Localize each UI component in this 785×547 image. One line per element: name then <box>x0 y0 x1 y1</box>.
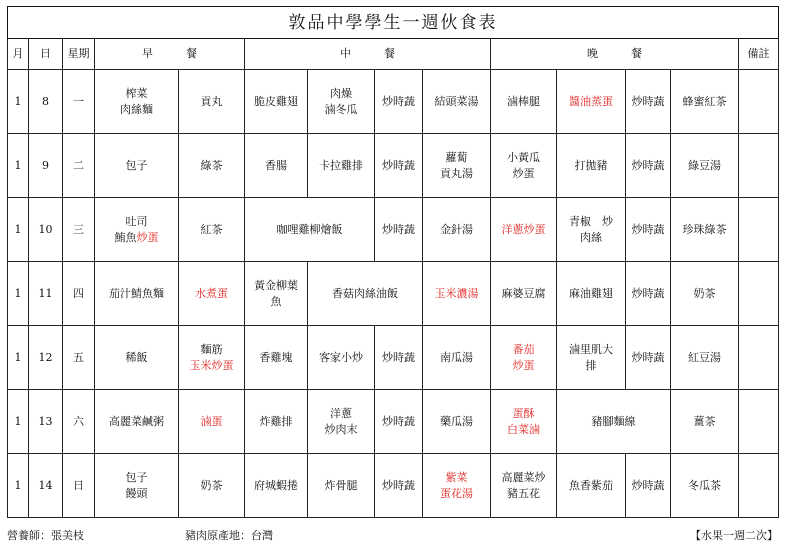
table-row <box>8 390 779 454</box>
dinner-vegetable: 炒時蔬 <box>626 134 671 198</box>
cell-month: 1 <box>8 198 29 262</box>
cell-day: 8 <box>29 70 63 134</box>
dinner-dish-1: 蛋酥 白菜滷 <box>491 390 557 454</box>
dinner-vegetable: 炒時蔬 <box>626 326 671 390</box>
fruit-note: 【水果一週二次】 <box>690 529 778 542</box>
dinner-vegetable: 炒時蔬 <box>626 262 671 326</box>
footer <box>7 528 778 544</box>
header-weekday: 星期 <box>63 39 95 70</box>
header-day: 日 <box>29 39 63 70</box>
cell-day: 9 <box>29 134 63 198</box>
cell-day: 12 <box>29 326 63 390</box>
breakfast-main: 榨菜 肉絲麵 <box>95 70 179 134</box>
lunch-vegetable: 炒時蔬 <box>375 134 423 198</box>
lunch-combo-dish: 香菇肉絲油飯 <box>308 262 423 326</box>
breakfast-side-line1: 麵筋 <box>200 342 223 356</box>
breakfast-main: 稀飯 <box>95 326 179 390</box>
header-row <box>8 39 779 70</box>
table-row <box>8 70 779 134</box>
table-row <box>8 454 779 518</box>
header-breakfast: 早 餐 <box>95 39 245 70</box>
table-row <box>8 262 779 326</box>
lunch-soup: 金針湯 <box>423 198 491 262</box>
dinner-drink: 珍珠綠茶 <box>671 198 739 262</box>
breakfast-side: 貢丸 <box>179 70 245 134</box>
lunch-vegetable: 炒時蔬 <box>375 390 423 454</box>
lunch-dish-2: 肉燥 滷冬瓜 <box>308 70 375 134</box>
breakfast-main-line1: 吐司 <box>125 214 148 228</box>
dinner-dish-1: 麻婆豆腐 <box>491 262 557 326</box>
breakfast-main: 包子 <box>95 134 179 198</box>
lunch-dish-2: 洋蔥 炒肉末 <box>308 390 375 454</box>
lunch-vegetable: 炒時蔬 <box>375 70 423 134</box>
cell-weekday: 日 <box>63 454 95 518</box>
cell-weekday: 五 <box>63 326 95 390</box>
dinner-drink: 紅豆湯 <box>671 326 739 390</box>
breakfast-main: 包子 饅頭 <box>95 454 179 518</box>
lunch-dish-1: 府城蝦捲 <box>245 454 308 518</box>
lunch-dish-1: 脆皮雞翅 <box>245 70 308 134</box>
cell-note <box>739 326 779 390</box>
dinner-vegetable: 炒時蔬 <box>626 70 671 134</box>
header-lunch: 中 餐 <box>245 39 491 70</box>
breakfast-side-line2: 玉米炒蛋 <box>189 358 234 372</box>
lunch-vegetable: 炒時蔬 <box>375 198 423 262</box>
lunch-dish-2: 炸骨腿 <box>308 454 375 518</box>
breakfast-main <box>95 198 179 262</box>
dinner-drink: 薑茶 <box>671 390 739 454</box>
page-title: 敦品中學學生一週伙食表 <box>8 7 779 39</box>
dinner-drink: 冬瓜茶 <box>671 454 739 518</box>
lunch-soup: 南瓜湯 <box>423 326 491 390</box>
cell-note <box>739 134 779 198</box>
table-row <box>8 326 779 390</box>
lunch-combo-dish: 咖哩雞柳燴飯 <box>245 198 375 262</box>
cell-day: 10 <box>29 198 63 262</box>
cell-month: 1 <box>8 454 29 518</box>
breakfast-side: 綠茶 <box>179 134 245 198</box>
breakfast-side: 水煮蛋 <box>179 262 245 326</box>
table-row <box>8 134 779 198</box>
dinner-drink: 奶茶 <box>671 262 739 326</box>
breakfast-main-line2a: 鮪魚 <box>114 230 137 244</box>
cell-note <box>739 70 779 134</box>
dinner-drink: 蜂蜜紅茶 <box>671 70 739 134</box>
cell-month: 1 <box>8 326 29 390</box>
cell-day: 11 <box>29 262 63 326</box>
cell-day: 14 <box>29 454 63 518</box>
lunch-soup: 藥瓜湯 <box>423 390 491 454</box>
dinner-dish-2: 打拋豬 <box>557 134 626 198</box>
lunch-soup: 蘿蔔 貢丸湯 <box>423 134 491 198</box>
cell-month: 1 <box>8 70 29 134</box>
breakfast-side: 奶茶 <box>179 454 245 518</box>
weekly-menu-table <box>7 6 779 518</box>
cell-month: 1 <box>8 134 29 198</box>
header-dinner: 晚 餐 <box>491 39 739 70</box>
menu-sheet <box>7 6 778 518</box>
lunch-vegetable: 炒時蔬 <box>375 326 423 390</box>
breakfast-side: 紅茶 <box>179 198 245 262</box>
breakfast-side: 滷蛋 <box>179 390 245 454</box>
cell-month: 1 <box>8 390 29 454</box>
lunch-dish-1: 香腸 <box>245 134 308 198</box>
cell-weekday: 三 <box>63 198 95 262</box>
cell-weekday: 一 <box>63 70 95 134</box>
lunch-soup: 紫菜 蛋花湯 <box>423 454 491 518</box>
dietitian-label: 營養師：張美枝 <box>7 529 84 542</box>
header-note: 備註 <box>739 39 779 70</box>
cell-note <box>739 390 779 454</box>
dinner-dish-1: 洋蔥炒蛋 <box>491 198 557 262</box>
lunch-dish-1: 香雞塊 <box>245 326 308 390</box>
dinner-dish-1: 高麗菜炒 豬五花 <box>491 454 557 518</box>
dinner-drink: 綠豆湯 <box>671 134 739 198</box>
header-month: 月 <box>8 39 29 70</box>
cell-weekday: 六 <box>63 390 95 454</box>
pork-origin-label: 豬肉原產地：台灣 <box>185 529 273 542</box>
dinner-dish-2: 麻油雞翅 <box>557 262 626 326</box>
dinner-dish-2: 滷里肌大 排 <box>557 326 626 390</box>
lunch-soup: 玉米濃湯 <box>423 262 491 326</box>
dinner-dish-2: 魚香紫茄 <box>557 454 626 518</box>
cell-day: 13 <box>29 390 63 454</box>
lunch-soup: 結頭菜湯 <box>423 70 491 134</box>
lunch-dish-2: 卡拉雞排 <box>308 134 375 198</box>
table-row <box>8 198 779 262</box>
dinner-dish-1: 滷棒腿 <box>491 70 557 134</box>
lunch-dish-2: 客家小炒 <box>308 326 375 390</box>
dinner-dish-2: 醬油蒸蛋 <box>557 70 626 134</box>
cell-weekday: 四 <box>63 262 95 326</box>
lunch-vegetable: 炒時蔬 <box>375 454 423 518</box>
dinner-vegetable: 炒時蔬 <box>626 454 671 518</box>
dinner-combo-dish: 豬腳麵線 <box>557 390 671 454</box>
lunch-dish-1: 黃金柳葉 魚 <box>245 262 308 326</box>
breakfast-main: 高麗菜鹹粥 <box>95 390 179 454</box>
dinner-vegetable: 炒時蔬 <box>626 198 671 262</box>
dinner-dish-1: 番茄 炒蛋 <box>491 326 557 390</box>
cell-month: 1 <box>8 262 29 326</box>
breakfast-main-line2b: 炒蛋 <box>136 230 159 244</box>
breakfast-main: 茄汁鯖魚麵 <box>95 262 179 326</box>
dinner-dish-2: 青椒 炒 肉絲 <box>557 198 626 262</box>
breakfast-side <box>179 326 245 390</box>
cell-note <box>739 198 779 262</box>
dinner-dish-1: 小黃瓜 炒蛋 <box>491 134 557 198</box>
cell-note <box>739 262 779 326</box>
cell-weekday: 二 <box>63 134 95 198</box>
lunch-dish-1: 炸雞排 <box>245 390 308 454</box>
cell-note <box>739 454 779 518</box>
